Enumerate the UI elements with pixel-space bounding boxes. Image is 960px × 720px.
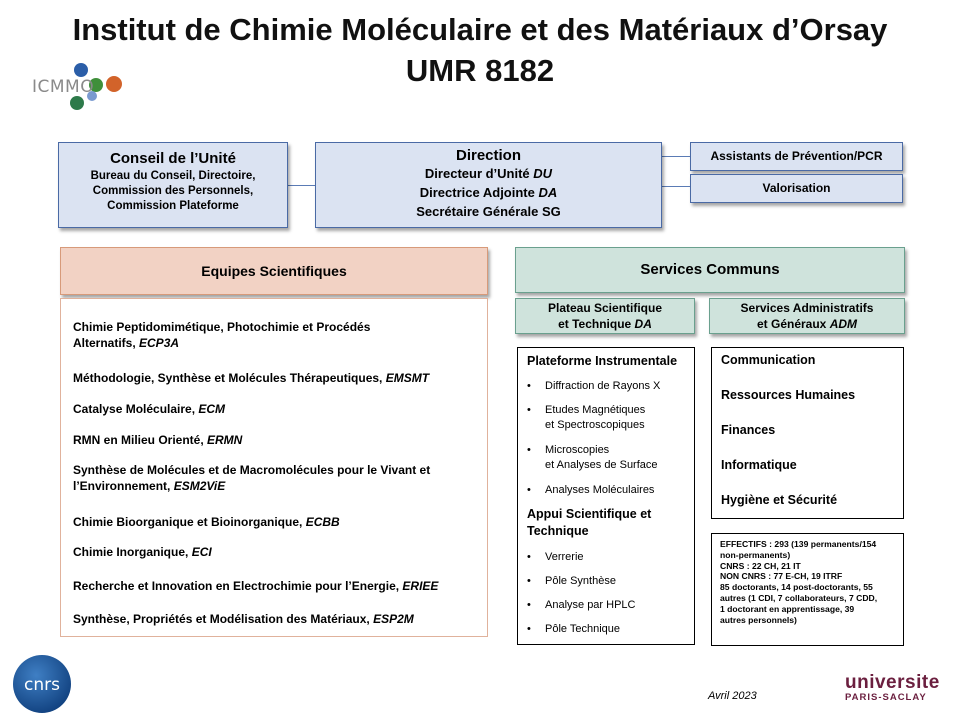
- direction-line: Directrice Adjointe DA: [419, 185, 558, 200]
- effectifs-line: NON CNRS : 77 E-CH, 19 ITRF: [720, 571, 843, 582]
- conseil-line: Commission Plateforme: [107, 200, 239, 212]
- direction-title: Direction: [455, 147, 521, 164]
- conseil-line: Commission des Personnels,: [92, 185, 254, 197]
- direction-line: Secrétaire Générale SG: [416, 204, 561, 219]
- equipes-header: Equipes Scientifiques: [60, 247, 488, 295]
- direction-line: Directeur d’Unité DU: [424, 166, 553, 181]
- effectifs-line: EFFECTIFS : 293 (139 permanents/154: [720, 539, 877, 549]
- connector-line: [288, 185, 315, 186]
- direction-box: [315, 142, 662, 228]
- team-item: Synthèse de Molécules et de Macromolécules pour le Vivant et l’Environnement, ESM2ViE: [73, 463, 431, 493]
- team-item: RMN en Milieu Orienté, ERMN: [73, 433, 243, 447]
- team-item: Méthodologie, Synthèse et Molécules Thérapeutiques, EMSMT: [73, 371, 430, 385]
- conseil-title: Conseil de l’Unité: [110, 150, 236, 167]
- equipes-list: [60, 298, 488, 637]
- team-item: Chimie Peptidomimétique, Photochimie et Procédés Alternatifs, ECP3A: [73, 320, 371, 350]
- team-item: Synthèse, Propriétés et Modélisation des Matériaux, ESP2M: [73, 612, 414, 626]
- services-admin-header: Services Administratifs et Généraux ADM: [709, 298, 905, 334]
- effectifs-line: non-permanents): [720, 549, 791, 560]
- effectifs-line: CNRS : 22 CH, 21 IT: [720, 560, 801, 571]
- page-title: Institut de Chimie Moléculaire et des Matériaux d’Orsay: [72, 12, 888, 47]
- icmmo-logo-text: ICMMO: [32, 77, 95, 97]
- effectifs-line: autres (1 CDI, 7 collaborateurs, 7 CDD,: [720, 592, 878, 603]
- svg-text:cnrs: cnrs: [24, 675, 60, 695]
- effectifs-line: 85 doctorants, 14 post-doctorants, 55: [720, 582, 873, 593]
- effectifs-line: autres personnels): [720, 614, 797, 625]
- connector-line: [662, 156, 690, 157]
- valorisation-box: Valorisation: [690, 174, 903, 203]
- connector-line: [662, 186, 690, 187]
- date-label: Avril 2023: [708, 690, 757, 702]
- plateforme-title: Plateforme Instrumentale: [527, 354, 678, 368]
- team-item: Chimie Bioorganique et Bioinorganique, ECBB: [73, 515, 340, 529]
- cnrs-logo: [12, 654, 72, 714]
- plateforme-list: Plateforme Instrumentale • Diffraction de Rayons X • Etudes Magnétiques et Spectroscopiques • Microscopies et Analyses de Surface • Analyses Moléculaires Appui Scientifique et Technique • Verrerie • Pôle Synthèse • Analyse par HPLC • Pôle Technique: [517, 347, 695, 645]
- team-item: Chimie Inorganique, ECI: [73, 545, 212, 559]
- list-item: Hygiène et Sécurité: [721, 493, 838, 507]
- team-item: Recherche et Innovation en Electrochimie pour l’Energie, ERIEE: [73, 579, 439, 593]
- appui-title: Appui Scientifique et Technique: [527, 507, 652, 538]
- conseil-line: Bureau du Conseil, Directoire,: [90, 170, 256, 182]
- page-subtitle: UMR 8182: [405, 53, 555, 88]
- conseil-unite-box: [58, 142, 288, 228]
- list-item: Finances: [721, 423, 776, 437]
- team-item: Catalyse Moléculaire, ECM: [73, 402, 226, 416]
- list-item: Communication: [721, 353, 816, 367]
- effectifs-box: [711, 533, 904, 646]
- services-admin-list: [711, 347, 904, 519]
- effectifs-line: 1 doctorant en apprentissage, 39: [720, 603, 855, 614]
- assistants-prevention-box: Assistants de Prévention/PCR: [690, 142, 903, 171]
- plateau-header: Plateau Scientifique et Technique DA: [515, 298, 695, 334]
- services-communs-header: Services Communs: [515, 247, 905, 293]
- universite-paris-saclay-logo: universite PARIS-SACLAY: [845, 672, 940, 703]
- list-item: Informatique: [721, 458, 797, 472]
- list-item: Ressources Humaines: [721, 388, 856, 402]
